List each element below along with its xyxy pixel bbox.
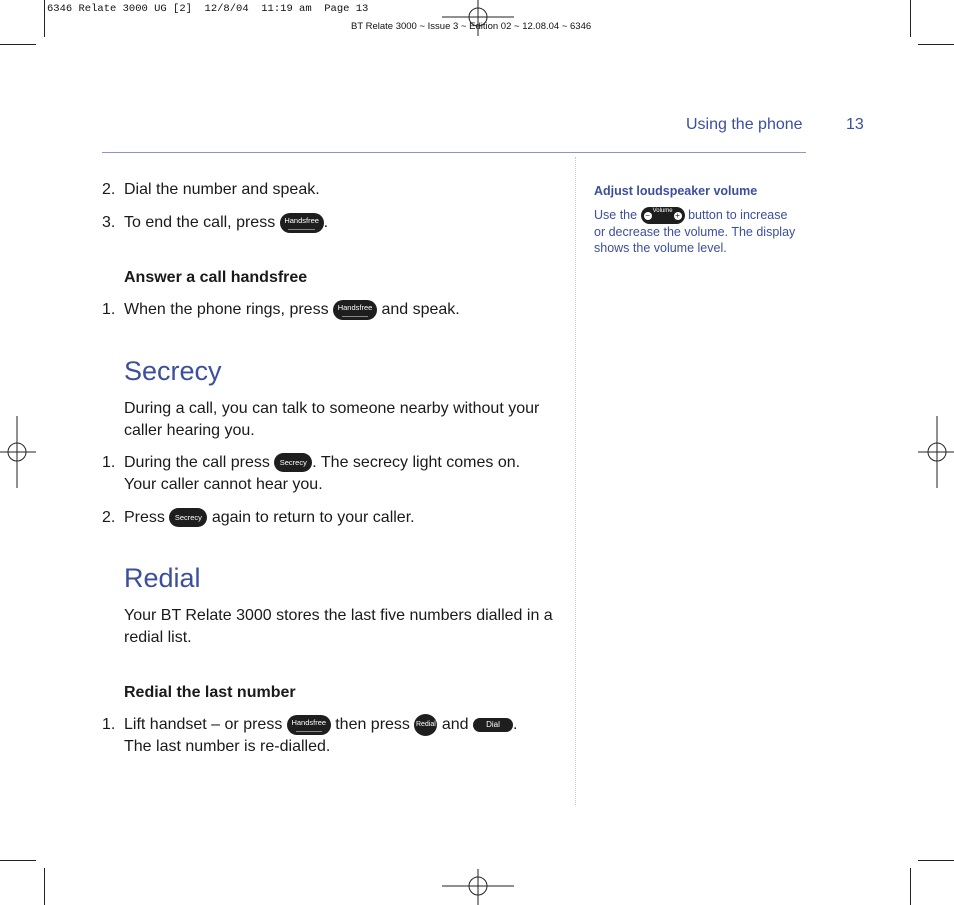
step-text: Press — [124, 509, 165, 526]
heading-redial: Redial — [124, 563, 201, 593]
step-text: To end the call, press — [124, 214, 276, 231]
step-text: and — [441, 716, 469, 734]
step-answer-handsfree — [124, 299, 564, 321]
sidebar-text-part: or decrease the volume. The display — [594, 225, 796, 240]
step-number: 3. — [102, 214, 116, 231]
sidebar-text — [594, 207, 806, 256]
crop-mark — [910, 868, 911, 905]
header-rule — [102, 152, 806, 153]
heading-secrecy: Secrecy — [124, 356, 222, 386]
crop-mark — [918, 860, 954, 861]
step-secrecy-on — [124, 452, 564, 496]
handsfree-key-icon — [333, 300, 377, 320]
key-label: Secrecy — [174, 513, 202, 523]
crop-mark — [44, 868, 45, 905]
dial-key-icon — [473, 718, 513, 732]
crop-mark — [918, 44, 954, 45]
step-number: 1. — [102, 301, 116, 318]
step-text: . — [513, 716, 518, 734]
volume-up-icon: + — [675, 211, 680, 221]
key-label: Redial — [415, 721, 436, 728]
step-text: During the call press — [124, 454, 270, 471]
page-number: 13 — [846, 116, 864, 133]
key-label: Secrecy — [279, 458, 307, 468]
step-text: and speak. — [381, 301, 460, 318]
redial-intro: Your BT Relate 3000 stores the last five numbers dialled in a redial list. — [124, 607, 553, 646]
step-number: 2. — [102, 509, 116, 526]
volume-down-icon: − — [645, 211, 650, 221]
step-number: 1. — [102, 454, 116, 471]
key-label: Volume — [652, 208, 673, 215]
crop-mark — [0, 44, 36, 45]
key-label: Handsfree — [284, 215, 319, 225]
handsfree-key-icon — [280, 213, 324, 233]
crop-mark — [910, 0, 911, 37]
secrecy-intro: During a call, you can talk to someone nearby without your caller hearing you. — [124, 400, 540, 439]
step-text: again to return to your caller. — [211, 509, 415, 526]
step-text: The last number is re-dialled. — [124, 738, 331, 756]
step-text: Lift handset – or press — [124, 716, 283, 734]
print-slug: 6346 Relate 3000 UG [2] 12/8/04 11:19 am Page 13 — [47, 3, 369, 15]
subheading-answer-handsfree: Answer a call handsfree — [124, 269, 308, 286]
step-text: . — [323, 214, 329, 231]
key-label: Dial — [486, 720, 500, 729]
crop-mark — [0, 860, 36, 861]
step-number: 1. — [102, 716, 116, 733]
handsfree-key-icon — [287, 715, 331, 735]
secrecy-key-icon — [169, 508, 207, 527]
step-number: 2. — [102, 181, 116, 198]
sidebar-text-part: button to increase — [688, 208, 788, 222]
print-edition-info: BT Relate 3000 ~ Issue 3 ~ Edition 02 ~ 12.08.04 ~ 6346 — [351, 21, 592, 32]
step-text: . The secrecy light comes on. — [312, 454, 521, 471]
step-secrecy-off — [124, 507, 564, 529]
registration-mark-right — [918, 416, 954, 488]
subheading-redial-last-number: Redial the last number — [124, 684, 296, 701]
step-text: Your caller cannot hear you. — [124, 476, 323, 493]
step-text: then press — [335, 716, 410, 734]
step-end-call — [124, 212, 564, 234]
step-redial — [124, 714, 564, 758]
secrecy-key-icon — [274, 453, 312, 472]
key-label: Handsfree — [291, 718, 327, 727]
registration-mark-top — [442, 0, 514, 36]
registration-mark-left — [0, 416, 36, 488]
step-text: Dial the number and speak. — [124, 181, 320, 198]
redial-key-icon — [414, 714, 437, 736]
sidebar-title: Adjust loudspeaker volume — [594, 184, 758, 198]
crop-mark — [44, 0, 45, 37]
step-text: When the phone rings, press — [124, 301, 329, 318]
key-label: Handsfree — [337, 302, 373, 312]
registration-mark-bottom — [442, 869, 514, 905]
sidebar-text-part: Use the — [594, 208, 638, 222]
volume-key-icon — [641, 207, 685, 224]
section-title: Using the phone — [686, 116, 803, 133]
column-divider — [575, 157, 576, 805]
sidebar-text-part: shows the volume level. — [594, 241, 727, 256]
